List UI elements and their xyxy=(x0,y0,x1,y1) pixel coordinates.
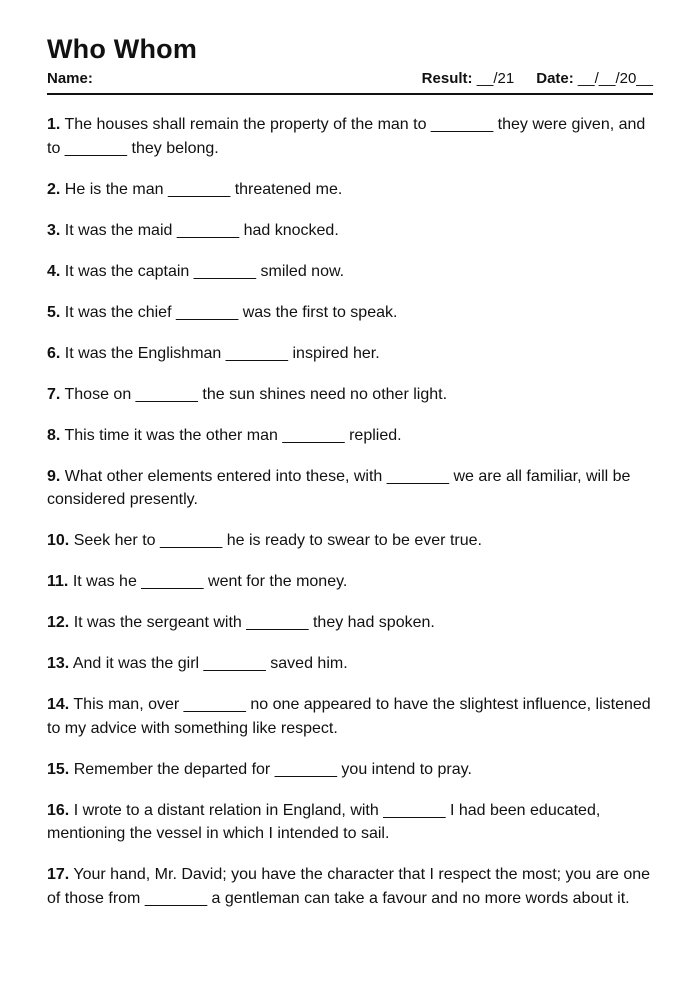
question-item xyxy=(47,758,653,782)
question-number: 1. xyxy=(47,116,61,133)
name-label: Name: xyxy=(47,70,93,87)
question-text: It was the captain _______ smiled now. xyxy=(64,262,345,280)
date-label: Date: xyxy=(536,70,574,87)
question-item xyxy=(47,260,653,284)
question-number: 7. xyxy=(47,385,61,403)
question-text: I wrote to a distant relation in England, with _______ I had been educated, mentioning the vessel in which I intended to sail. xyxy=(47,801,601,842)
question-item xyxy=(47,465,653,512)
question-number: 6. xyxy=(47,344,61,362)
result-label: Result: xyxy=(421,70,473,87)
result-field xyxy=(422,70,515,88)
question-number: 9. xyxy=(47,467,61,485)
question-text: He is the man _______ threatened me. xyxy=(64,180,343,198)
question-number: 15. xyxy=(47,760,70,778)
question-number: 10. xyxy=(47,532,70,549)
question-text: The houses shall remain the property of the man to _______ they were given, and to _______ they belong. xyxy=(47,116,646,157)
question-item xyxy=(47,529,653,553)
question-number: 4. xyxy=(47,262,61,280)
question-number: 3. xyxy=(47,221,61,239)
question-item xyxy=(47,342,653,366)
page-title: Who Whom xyxy=(47,34,198,64)
question-number: 13. xyxy=(47,655,70,672)
question-item xyxy=(47,424,653,448)
question-number: 5. xyxy=(47,303,61,321)
date-value: __/__/20__ xyxy=(577,70,653,87)
question-item xyxy=(47,611,653,635)
date-field xyxy=(536,70,653,88)
question-text: It was the Englishman _______ inspired her. xyxy=(64,344,380,362)
question-text: It was the sergeant with _______ they had spoken. xyxy=(73,614,435,631)
question-item xyxy=(47,301,653,325)
question-text: And it was the girl _______ saved him. xyxy=(72,655,348,672)
question-number: 14. xyxy=(47,696,70,713)
question-text: Seek her to _______ he is ready to swear to be ever true. xyxy=(73,532,482,549)
question-number: 17. xyxy=(47,866,70,883)
question-text: This man, over _______ no one appeared to have the slightest influence, listened to my advice with something like respect. xyxy=(47,696,651,737)
question-item xyxy=(47,383,653,407)
question-item xyxy=(47,863,653,910)
question-item xyxy=(47,113,653,160)
question-item xyxy=(47,178,653,202)
question-text: Remember the departed for _______ you intend to pray. xyxy=(73,760,472,778)
question-number: 2. xyxy=(47,180,61,198)
header-info-row xyxy=(47,70,653,95)
question-item xyxy=(47,799,653,846)
question-number: 11. xyxy=(47,573,69,590)
question-number: 8. xyxy=(47,426,61,444)
question-item xyxy=(47,219,653,243)
question-text: What other elements entered into these, with _______ we are all familiar, will be considered presently. xyxy=(47,467,631,508)
question-text: Those on _______ the sun shines need no other light. xyxy=(64,385,448,403)
question-number: 16. xyxy=(47,801,70,819)
question-list xyxy=(47,113,653,910)
question-text: It was the chief _______ was the first to speak. xyxy=(64,303,398,321)
question-item xyxy=(47,693,653,740)
question-text: This time it was the other man _______ replied. xyxy=(64,426,402,444)
question-number: 12. xyxy=(47,614,70,631)
question-text: It was he _______ went for the money. xyxy=(72,573,348,590)
question-text: Your hand, Mr. David; you have the character that I respect the most; you are one of those from _______ a gentleman can take a favour and no more words about it. xyxy=(47,866,651,907)
question-item xyxy=(47,652,653,676)
result-date-group xyxy=(422,70,653,88)
question-text: It was the maid _______ had knocked. xyxy=(64,221,339,239)
question-item xyxy=(47,570,653,594)
result-value: __/21 xyxy=(476,70,515,87)
